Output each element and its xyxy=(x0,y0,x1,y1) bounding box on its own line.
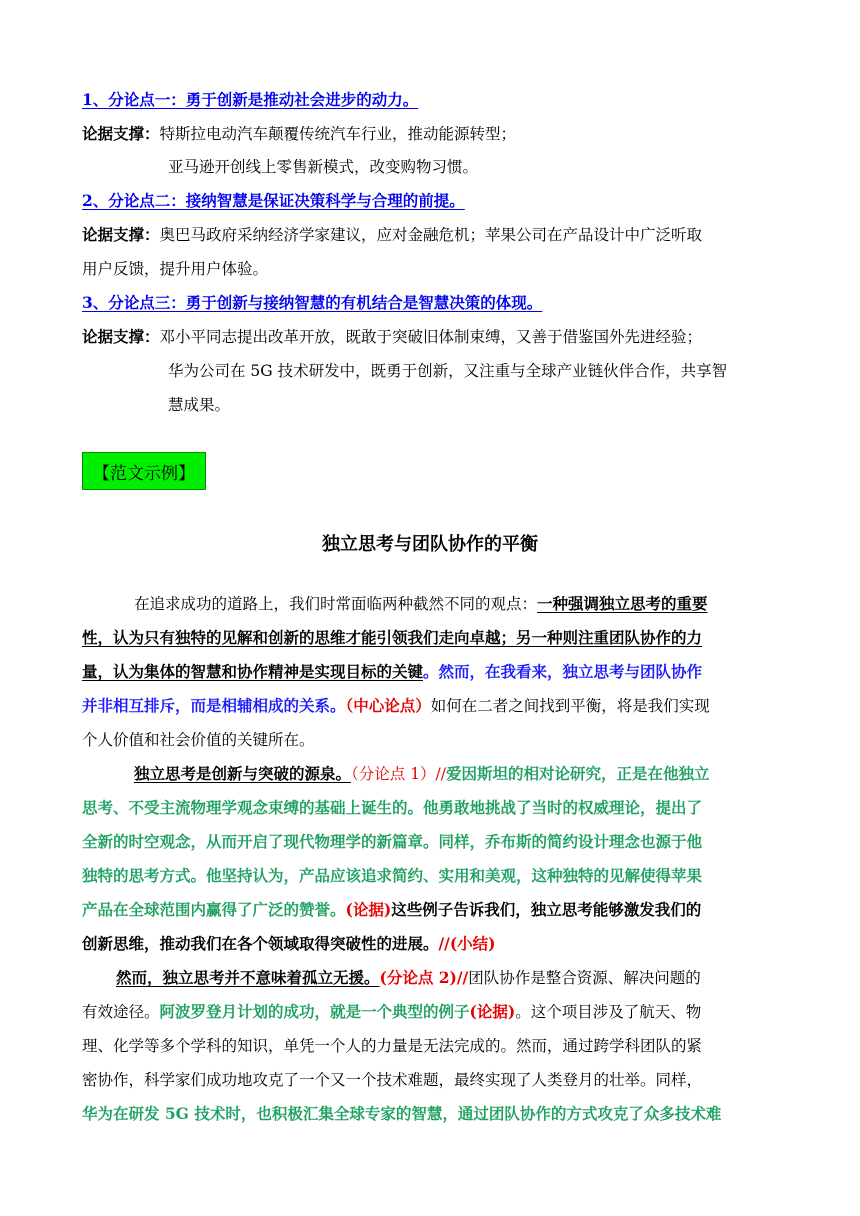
para3-line-3: 理、化学等多个学科的知识，单凭一个人的力量是无法完成的。然而，通过跨学科团队的紧 xyxy=(82,1037,703,1055)
subpoint-2-sentence: 然而，独立思考并不意味着孤立无援。 xyxy=(116,968,380,987)
summary-text: 这些例子告诉我们，独立思考能够激发我们的 xyxy=(391,900,702,919)
subpoint-1-evidence-line-2: 亚马逊开创线上零售新模式，改变购物习惯。 xyxy=(168,158,479,176)
subpoint-3-heading: 3、分论点三：勇于创新与接纳智慧的有机结合是智慧决策的体现。 xyxy=(82,293,543,312)
para1-text: 如何在二者之间找到平衡，将是我们实现 xyxy=(430,697,710,715)
para1-line-5: 个人价值和社会价值的关键所在。 xyxy=(82,731,315,749)
opposing-views: 量，认为集体的智慧和协作精神是实现目标的关键 xyxy=(82,662,424,681)
para3-text: 。这个项目涉及了航天、物 xyxy=(515,1003,702,1021)
evidence-label: 论据支撑： xyxy=(82,124,160,143)
para1-line-4 xyxy=(82,696,710,716)
evidence-text: 爱因斯坦的相对论研究，正是在他独立 xyxy=(446,764,710,783)
subpoint-1-evidence-line-1 xyxy=(82,124,516,144)
para2-line-6 xyxy=(82,934,496,954)
subpoint-3-evidence-line-3: 慧成果。 xyxy=(168,396,231,414)
subpoint-1-sentence: 独立思考是创新与突破的源泉。 xyxy=(134,764,352,783)
evidence-text: 阿波罗登月计划的成功，就是一个典型的例子 xyxy=(159,1002,470,1021)
para1-line-3 xyxy=(82,662,702,682)
evidence-label: 论据支撑： xyxy=(82,225,160,244)
para3-text: 团队协作是整合资源、解决问题的 xyxy=(468,969,701,987)
subpoint-1-heading: 1、分论点一：勇于创新是推动社会进步的动力。 xyxy=(82,90,419,109)
para2-line-3: 全新的时空观念，从而开启了现代物理学的新篇章。同样，乔布斯的简约设计理念也源于他 xyxy=(82,832,703,851)
evidence-text: 产品在全球范围内赢得了广泛的赞誉。 xyxy=(82,900,346,919)
evidence-marker: (论据) xyxy=(345,900,392,919)
central-thesis: 并非相互排斥，而是相辅相成的关系。 xyxy=(82,696,346,715)
subpoint-marker: (分论点 2)// xyxy=(379,968,469,987)
central-thesis: 。然而，在我看来，独立思考与团队协作 xyxy=(423,662,703,681)
para3-text: 有效途径。 xyxy=(82,1003,160,1021)
essay-title: 独立思考与团队协作的平衡 xyxy=(322,534,538,555)
para1-line-2: 性，认为只有独特的见解和创新的思维才能引领我们走向卓越；另一种则注重团队协作的力 xyxy=(82,628,703,647)
para2-line-5 xyxy=(82,900,701,920)
subpoint-3-evidence-line-2: 华为公司在 5G 技术研发中，既勇于创新，又注重与全球产业链伙伴合作，共享智 xyxy=(168,362,728,380)
para1-text: 在追求成功的道路上，我们时常面临两种截然不同的观点： xyxy=(134,595,538,613)
section-tag: 【范文示例】 xyxy=(82,452,206,490)
subpoint-2-evidence-line-2: 用户反馈，提升用户体验。 xyxy=(82,260,269,278)
evidence-marker: (论据) xyxy=(469,1002,516,1021)
subpoint-3-evidence-line-1 xyxy=(82,327,702,347)
para2-line-1 xyxy=(134,764,710,784)
para3-line-2 xyxy=(82,1002,701,1022)
evidence-text: 奥巴马政府采纳经济学家建议，应对金融危机；苹果公司在产品设计中广泛听取 xyxy=(159,226,703,244)
opposing-views: 一种强调独立思考的重要 xyxy=(537,594,708,613)
para3-line-1 xyxy=(116,968,701,988)
para3-line-4: 密协作，科学家们成功地攻克了一个又一个技术难题，最终实现了人类登月的壮举。同样， xyxy=(82,1071,703,1089)
subpoint-marker: （分论点 1）// xyxy=(351,765,446,783)
subpoint-2-heading: 2、分论点二：接纳智慧是保证决策科学与合理的前提。 xyxy=(82,191,465,210)
summary-text: 创新思维，推动我们在各个领域取得突破性的进展。 xyxy=(82,934,439,953)
evidence-text: 邓小平同志提出改革开放，既敢于突破旧体制束缚，又善于借鉴国外先进经验； xyxy=(159,328,703,346)
para1-line-1 xyxy=(134,594,708,614)
para2-line-4: 独特的思考方式。他坚持认为，产品应该追求简约、实用和美观，这种独特的见解使得苹果 xyxy=(82,866,703,885)
para2-line-2: 思考、不受主流物理学观念束缚的基础上诞生的。他勇敢地挑战了当时的权威理论，提出了 xyxy=(82,798,703,817)
summary-marker: //(小结) xyxy=(438,934,496,953)
para3-line-5: 华为在研发 5G 技术时，也积极汇集全球专家的智慧，通过团队协作的方式攻克了众多技术难 xyxy=(82,1104,722,1123)
evidence-label: 论据支撑： xyxy=(82,327,160,346)
thesis-marker: （中心论点） xyxy=(345,696,431,715)
evidence-text: 特斯拉电动汽车颠覆传统汽车行业，推动能源转型； xyxy=(159,125,517,143)
subpoint-2-evidence-line-1 xyxy=(82,225,702,245)
